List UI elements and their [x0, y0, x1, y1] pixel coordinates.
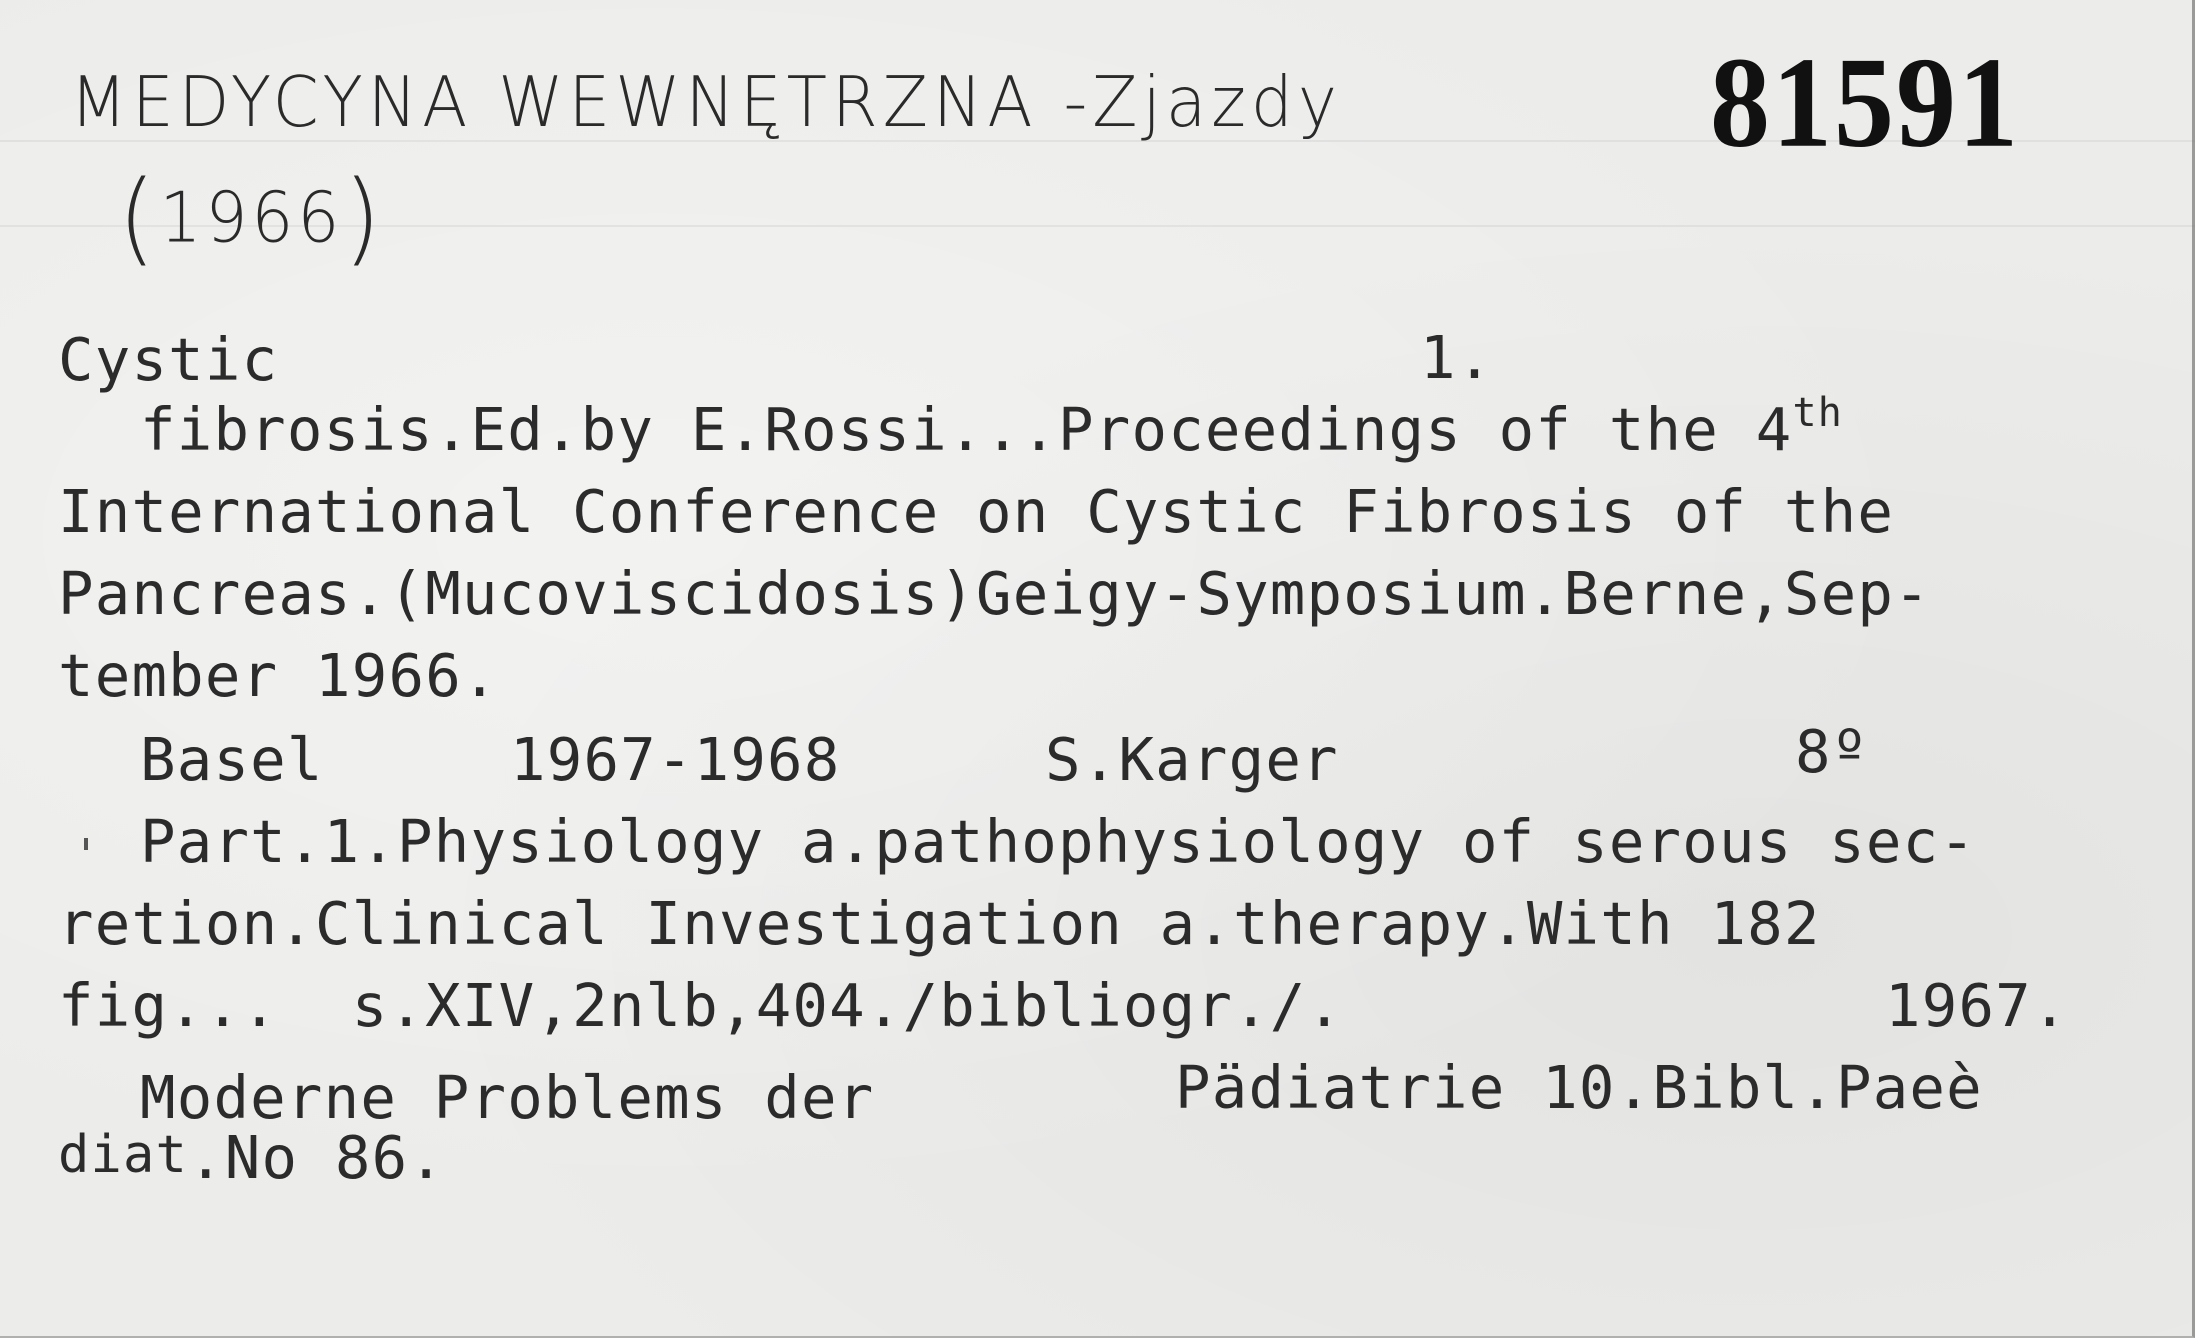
title-line-text: fibrosis.Ed.by E.Rossi...Proceedings of the 4	[140, 395, 1793, 464]
call-number: 81591	[1710, 30, 2020, 174]
series-number-line	[58, 1123, 446, 1192]
series-line-continued: Pädiatrie 10.Bibl.Paeè	[1175, 1053, 1983, 1122]
title-line: International Conference on Cystic Fibrosis of the	[58, 477, 1895, 546]
close-paren: )	[343, 158, 385, 277]
entry-word: Cystic	[58, 325, 279, 394]
title-line: Pancreas.(Mucoviscidosis)Geigy-Symposium.Berne,Sep-	[58, 559, 1931, 628]
heading-year: 1966	[159, 177, 344, 259]
imprint-format: 8º	[1795, 717, 1869, 786]
imprint-publisher: S.Karger	[1045, 725, 1339, 794]
part-line: Part.1.Physiology a.pathophysiology of serous sec-	[140, 807, 1977, 876]
series-number: .No 86.	[188, 1123, 446, 1192]
part-year: 1967.	[1885, 971, 2069, 1040]
part-line: retion.Clinical Investigation a.therapy.With 182	[58, 889, 1821, 958]
subject-heading: MEDYCYNA WEWNĘTRZNA -Zjazdy	[70, 62, 1342, 143]
series-text: diat	[58, 1125, 189, 1185]
imprint-years: 1967-1968	[510, 725, 841, 794]
title-line: tember 1966.	[58, 641, 499, 710]
volume-marker: 1.	[1420, 323, 1494, 392]
series-line: Moderne Problems der	[140, 1063, 875, 1132]
ordinal-superscript: th	[1792, 390, 1844, 436]
pencil-mark	[84, 838, 88, 850]
title-line	[140, 390, 1844, 464]
imprint-place: Basel	[140, 725, 324, 794]
subject-heading-year	[118, 148, 385, 277]
collation-line: fig... s.XIV,2nlb,404./bibliogr./.	[58, 971, 1344, 1040]
open-paren: (	[118, 158, 160, 277]
